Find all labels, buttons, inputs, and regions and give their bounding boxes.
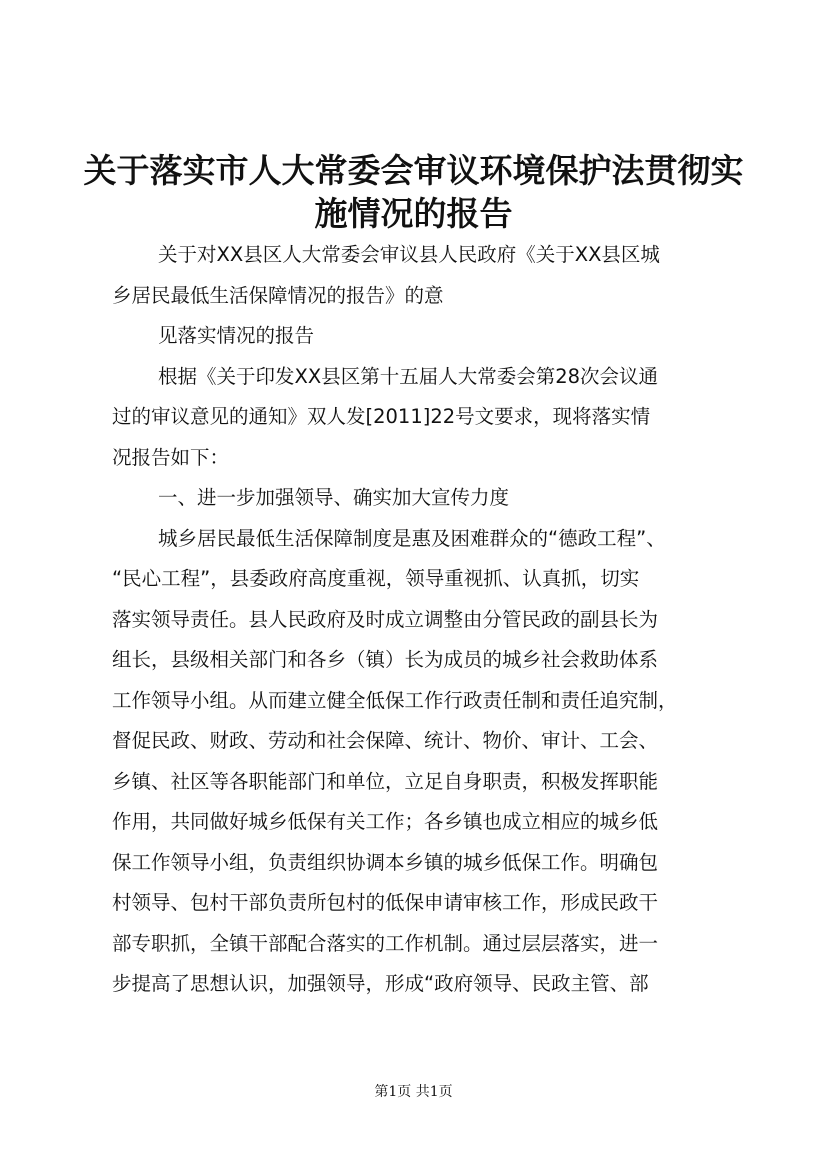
- body-line: 况报告如下：: [112, 445, 230, 469]
- body-line: 过的审议意见的通知》双人发[2011]22号文要求，现将落实情: [112, 405, 651, 428]
- body-line: 城乡居民最低生活保障制度是惠及困难群众的“德政工程”、: [158, 526, 666, 550]
- body-line: 村领导、包村干部负责所包村的低保申请审核工作，形成民政干: [112, 891, 659, 914]
- body-line: 乡居民最低生活保障情况的报告》的意: [112, 283, 444, 307]
- body-line: 工作领导小组。从而建立健全低保工作行政责任制和责任追究制，: [112, 688, 678, 712]
- body-line: 根据《关于印发XX县区第十五届人大常委会第28次会议通: [158, 364, 659, 388]
- page-footer: 第1页 共1页: [374, 1084, 453, 1100]
- body-line: 乡镇、社区等各职能部门和单位，立足自身职责，积极发挥职能: [112, 769, 659, 793]
- document-title-line-2: 施情况的报告: [314, 194, 513, 233]
- body-line: 部专职抓，全镇干部配合落实的工作机制。通过层层落实，进一: [112, 931, 659, 955]
- body-line: “民心工程”，县委政府高度重视，领导重视抓、认真抓，切实: [112, 567, 640, 590]
- body-line: 关于对XX县区人大常委会审议县人民政府《关于XX县区城: [158, 243, 660, 266]
- body-line: 作用，共同做好城乡低保有关工作；各乡镇也成立相应的城乡低: [112, 810, 659, 833]
- body-line: 步提高了思想认识，加强领导，形成“政府领导、民政主管、部: [112, 972, 649, 995]
- section-heading: 一、进一步加强领导、确实加大宣传力度: [158, 486, 510, 509]
- document-body: [112, 235, 738, 1005]
- document-title-line-1: 关于落实市人大常委会审议环境保护法贯彻实: [83, 151, 744, 190]
- body-line: 保工作领导小组，负责组织协调本乡镇的城乡低保工作。明确包: [112, 850, 659, 874]
- body-line: 见落实情况的报告: [158, 324, 315, 347]
- body-line: 督促民政、财政、劳动和社会保障、统计、物价、审计、工会、: [112, 729, 659, 752]
- body-line: 落实领导责任。县人民政府及时成立调整由分管民政的副县长为: [112, 607, 659, 631]
- body-line: 组长，县级相关部门和各乡（镇）长为成员的城乡社会救助体系: [112, 648, 659, 671]
